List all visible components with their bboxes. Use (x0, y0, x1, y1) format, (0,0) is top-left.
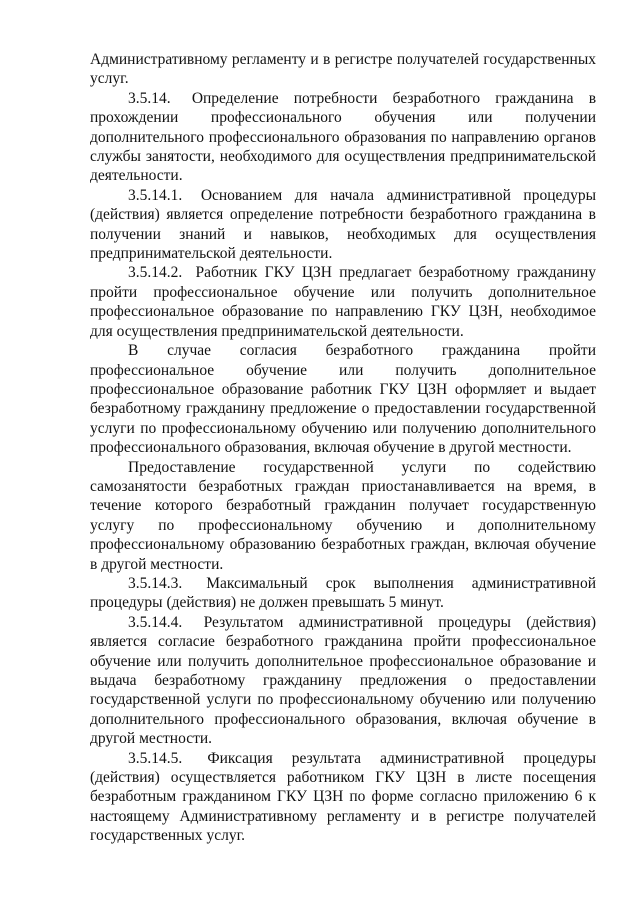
paragraph-text: Работник ГКУ ЦЗН предлагает безработному гражданину пройти профессиональное обучение или получить дополнительное профессиональное образование по направлению ГКУ ЦЗН, необходимое для осуществления предпринимательской деятельности. (90, 264, 596, 340)
paragraph-3-5-14-5 (90, 749, 596, 846)
paragraph-number: 3.5.14.4. (128, 613, 183, 631)
paragraph-number: 3.5.14. (128, 89, 171, 107)
paragraph-consent-case (90, 341, 596, 457)
paragraph-3-5-14-2 (90, 263, 596, 341)
document-body (90, 50, 596, 846)
paragraph-text: Определение потребности безработного гражданина в прохождении профессионального обучения или получении дополнительного профессионального образования по направлению органов службы занятости, необходимого для осуществления предпринимательской деятельности. (90, 89, 597, 185)
paragraph-text: Фиксация результата административной процедуры (действия) осуществляется работником ГКУ ЦЗН в листе посещения безработным гражданином ГКУ ЦЗН по форме согласно приложению 6 к настоящему Административному регламенту и в регистре получателей государственных услуг. (90, 749, 597, 845)
paragraph-3-5-14 (90, 89, 596, 186)
paragraph-suspension (90, 458, 596, 574)
paragraph-text: В случае согласия безработного гражданина пройти профессиональное обучение или получить дополнительное профессиональное образование работник ГКУ ЦЗН оформляет и выдает безработному гражданину предложение о предоставлении государственной услуги по профессиональному обучению или получению дополнительного профессионального образования, включая обучение в другой местности. (90, 342, 596, 457)
paragraph-3-5-14-1 (90, 186, 596, 264)
paragraph-number: 3.5.14.2. (128, 264, 183, 282)
paragraph-text: Результатом административной процедуры (действия) является согласие безработного гражданина пройти профессиональное обучение или получить дополнительное профессиональное образование и выдача безработному гражданину предложения о предоставлении государственной услуги по профессиональному обучению или получению дополнительного профессионального образования, включая обучение в другой местности. (90, 613, 596, 748)
paragraph-text: Максимальный срок выполнения административной процедуры (действия) не должен превышать 5 минут. (90, 574, 596, 612)
paragraph-continuation (90, 50, 596, 89)
paragraph-text: Основанием для начала административной процедуры (действия) является определение потребности безработного гражданина в получении знаний и навыков, необходимых для осуществления предпринимательской деятельности. (90, 186, 596, 263)
paragraph-number: 3.5.14.1. (128, 186, 183, 204)
paragraph-3-5-14-3 (90, 574, 596, 613)
paragraph-number: 3.5.14.5. (128, 749, 183, 767)
paragraph-text: Предоставление государственной услуги по содействию самозанятости безработных граждан приостанавливается на время, в течение которого безработный гражданин получает государственную услугу по профессиональному обучению и дополнительному профессиональному образованию безработных граждан, включая обучение в другой местности. (90, 458, 596, 573)
paragraph-text: Административному регламенту и в регистре получателей государственных услуг. (90, 51, 596, 88)
paragraph-number: 3.5.14.3. (128, 574, 183, 592)
paragraph-3-5-14-4 (90, 613, 596, 749)
